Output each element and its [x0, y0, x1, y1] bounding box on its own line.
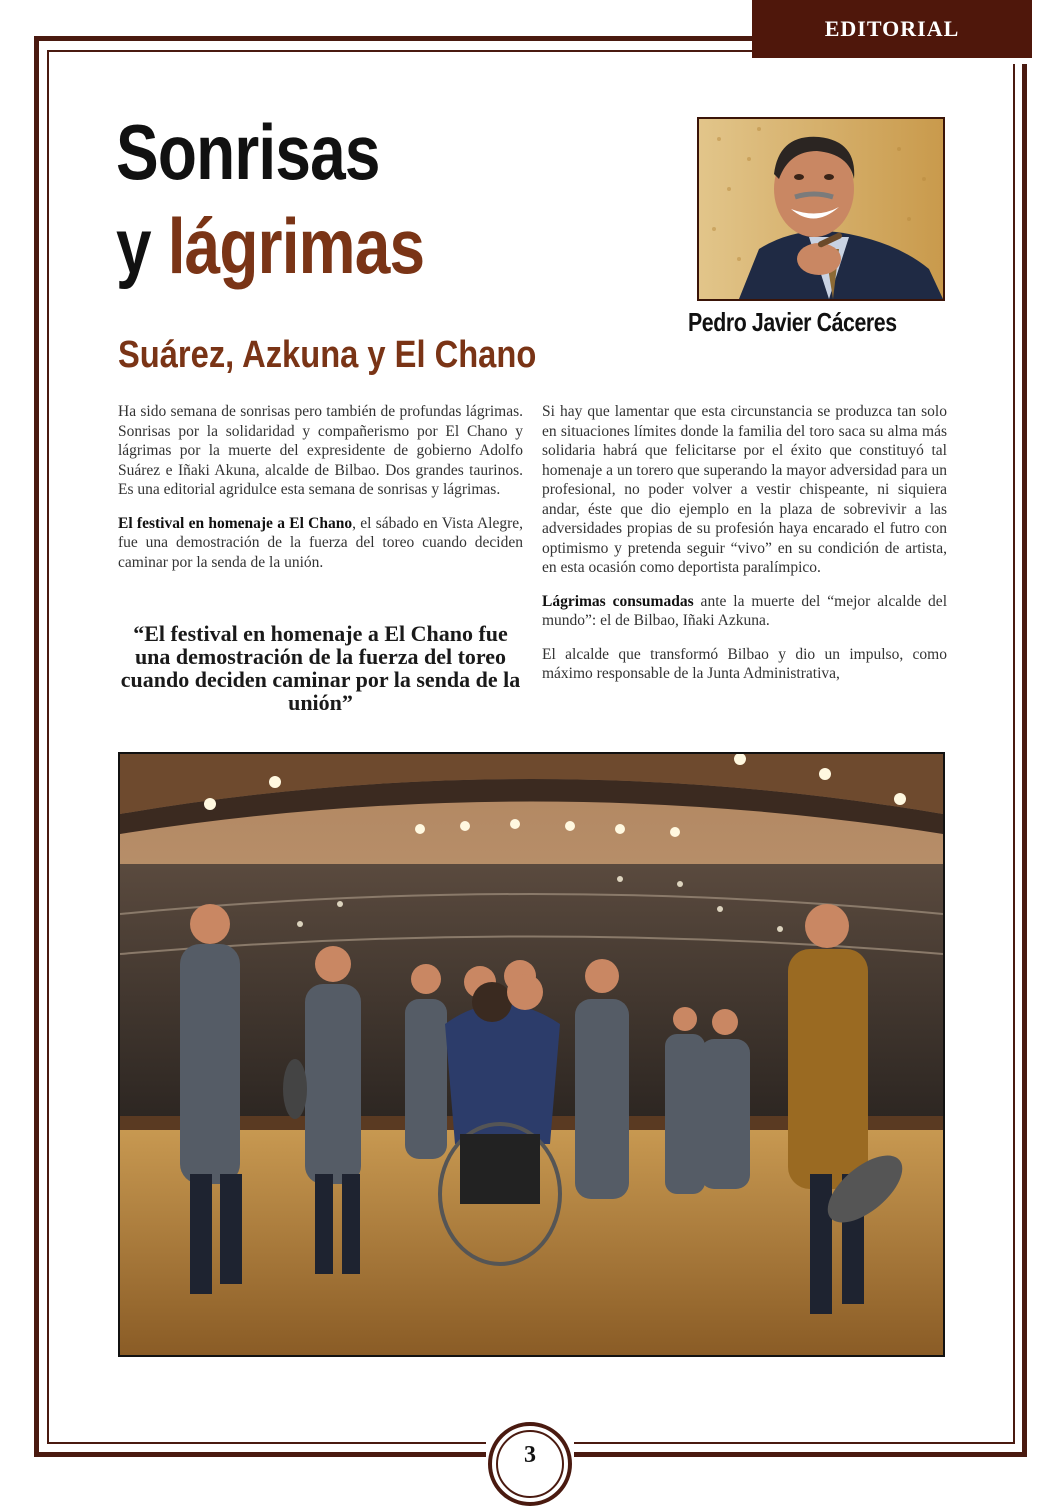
left-paragraph-2-lead: El festival en homenaje a El Chano	[118, 514, 353, 532]
left-paragraph-2-body: , el sábado en Vista Alegre, fue una demostración de la fuerza del toreo cuando deciden caminar por la senda de la unión.	[118, 514, 523, 571]
right-paragraph-1: Si hay que lamentar que esta circunstancia se produzca tan solo en situaciones límites donde la familia del toro saca su alma más solidaria habrá que felicitarse por el éxito que constituyó tal homenaje a un torero que superando la mayor adversidad para un profesional, no poder volver a vestir chispeante, ni siquiera andar, éste que dio ejemplo en la plaza de sobrevivir a las adversidades propias de su profesión haya encarado el futro con optimismo y pretenda seguir “vivo” en su condición de artista, en esta ocasión como deportista paralímpico.	[542, 403, 947, 576]
right-paragraph-2	[542, 592, 947, 631]
subheadline: Suárez, Azkuna y El Chano	[118, 334, 537, 376]
right-paragraph-2-lead: Lágrimas consumadas	[542, 592, 694, 610]
tab-gap	[752, 58, 1032, 64]
headline-prefix: y	[116, 202, 168, 290]
page-number: 3	[524, 1442, 536, 1468]
left-paragraph-2	[118, 514, 523, 573]
left-paragraph-1: Ha sido semana de sonrisas pero también de profundas lágrimas. Sonrisas por la solidaridad y compañerismo por El Chano y lágrimas por la muerte del expresidente de gobierno Adolfo Suárez e Iñaki Akuna, alcalde de Bilbao. Dos grandes taurinos. Es una editorial agridulce esta semana de sonrisas y lágrimas.	[118, 403, 523, 498]
section-label: EDITORIAL	[752, 0, 1032, 58]
headline-accent: lágrimas	[167, 202, 425, 290]
right-paragraph-2-body: ante la muerte del “mejor alcalde del mundo”: el de Bilbao, Iñaki Azkuna.	[542, 592, 947, 629]
pull-quote: “El festival en homenaje a El Chano fue una demostración de la fuerza del toreo cuando deciden caminar por la senda de la unión”	[120, 621, 521, 715]
author-name: Pedro Javier Cáceres	[688, 307, 897, 337]
right-column	[542, 402, 947, 698]
main-photo	[118, 752, 945, 1357]
author-photo	[697, 117, 945, 301]
headline-line2	[116, 202, 424, 290]
headline-line1: Sonrisas	[116, 108, 380, 196]
left-column	[118, 402, 523, 586]
bullring-photo-illustration	[120, 754, 943, 1355]
right-paragraph-3: El alcalde que transformó Bilbao y dio un impulso, como máximo responsable de la Junta Administrativa,	[542, 645, 947, 682]
author-photo-illustration	[699, 119, 943, 299]
